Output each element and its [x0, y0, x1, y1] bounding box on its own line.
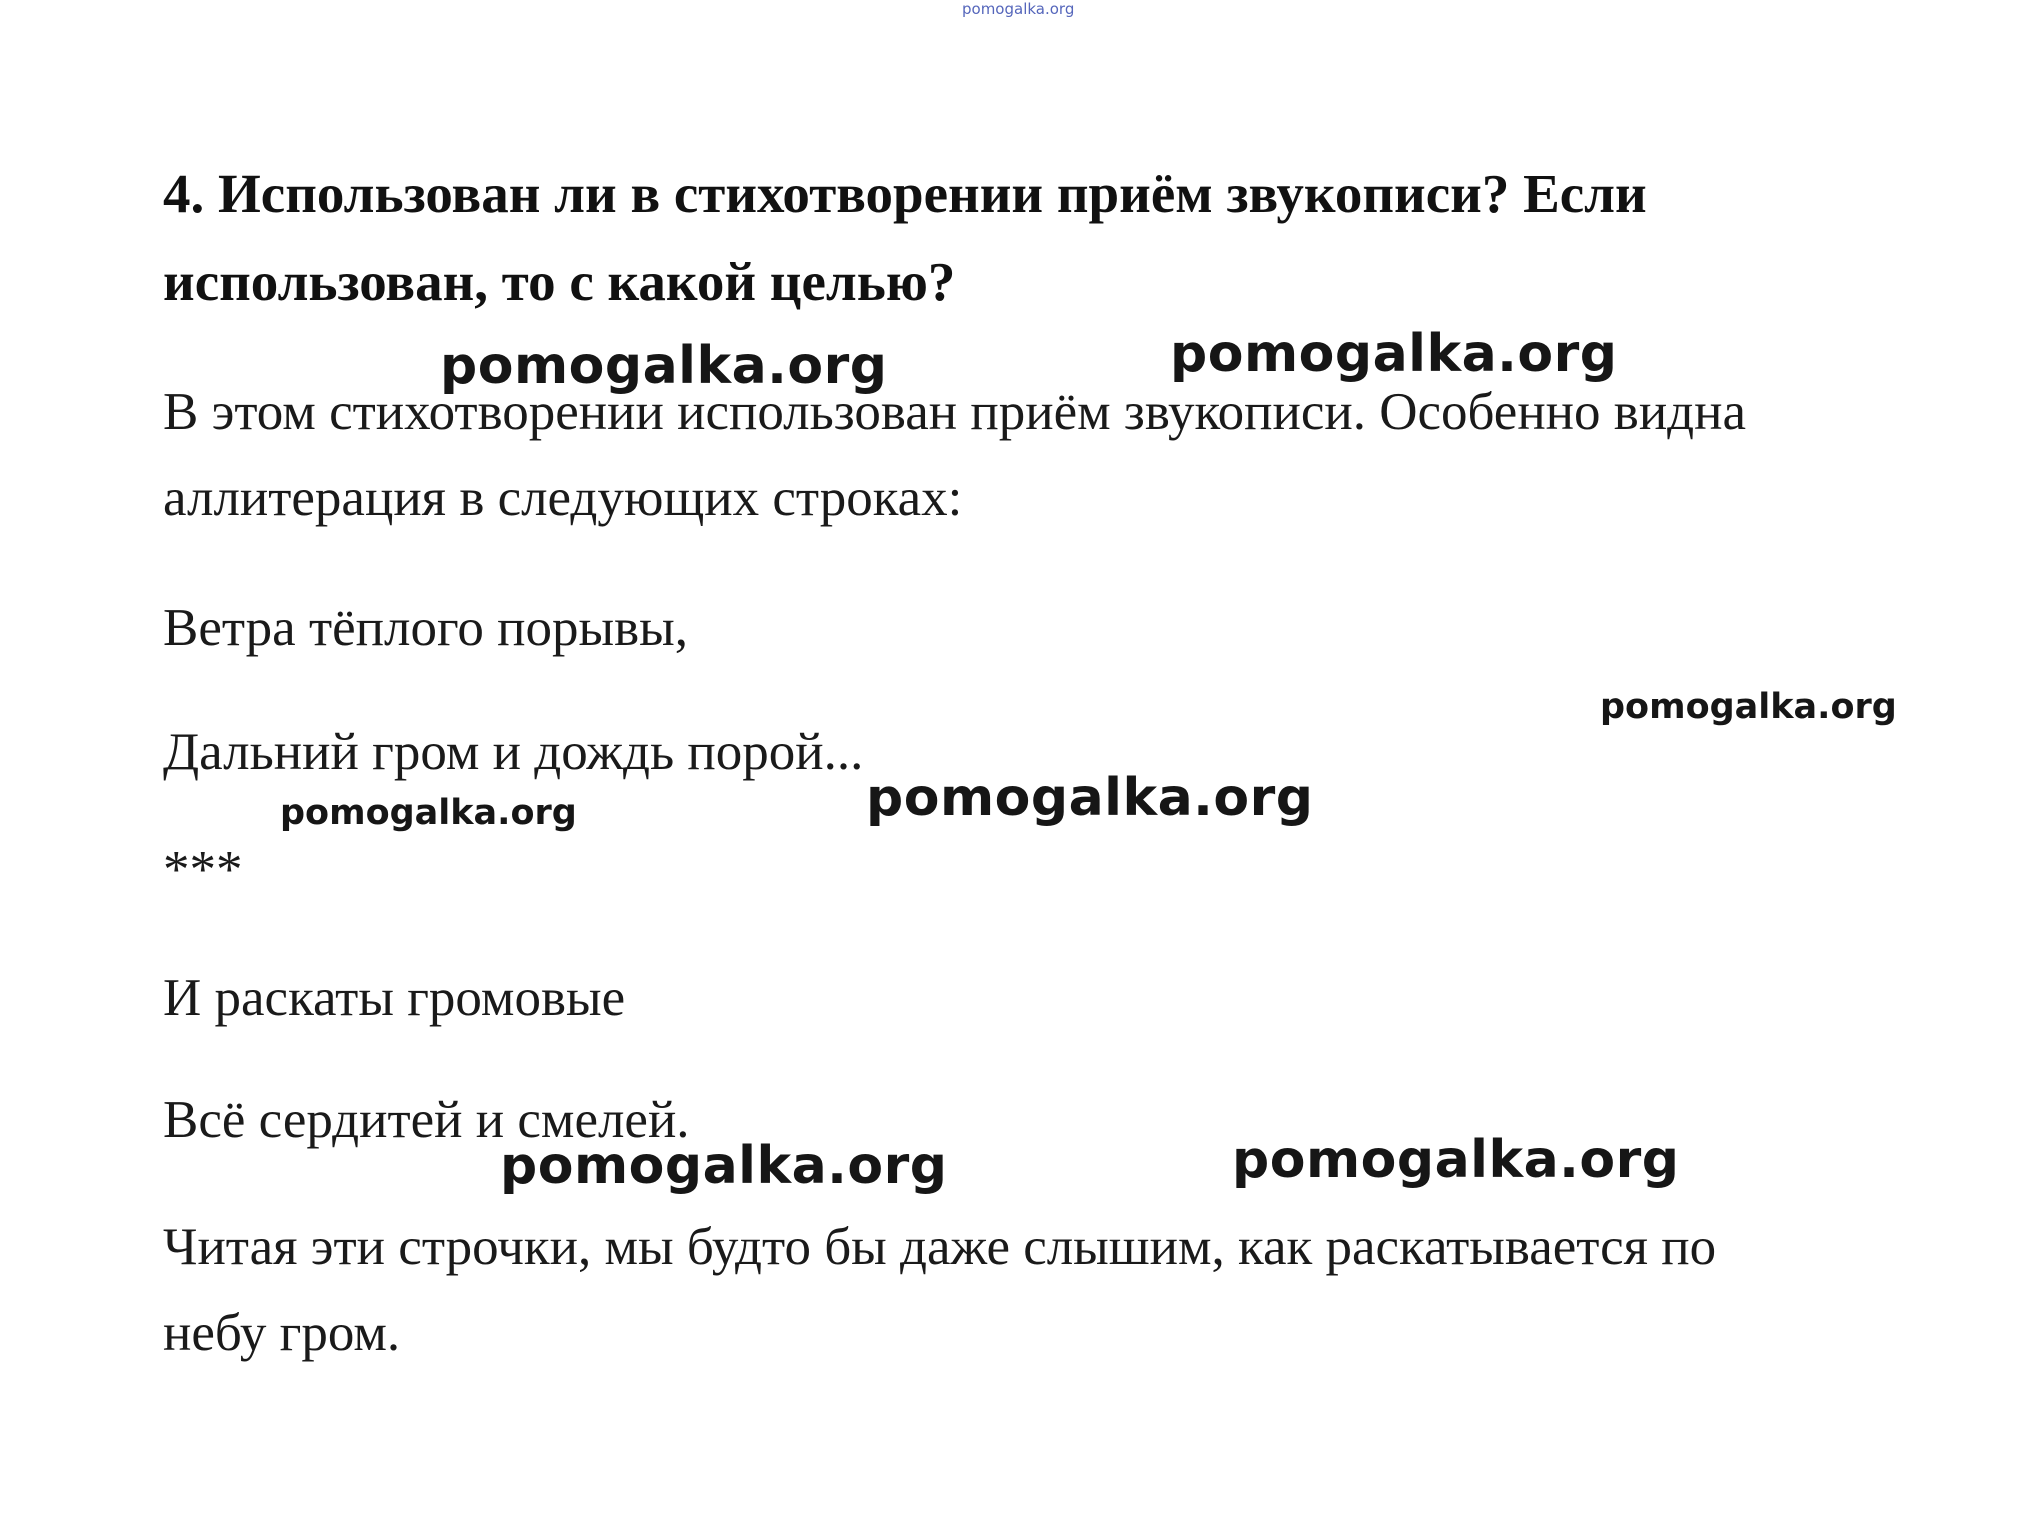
watermark: pomogalka.org	[1232, 1130, 1680, 1190]
watermark: pomogalka.org	[1600, 687, 1897, 727]
verse-line-4: Всё сердитей и смелей.	[163, 1091, 690, 1149]
watermark: pomogalka.org	[280, 793, 577, 833]
answer-intro-line-2: аллитерация в следующих строках:	[163, 469, 963, 527]
watermark: pomogalka.org	[500, 1136, 948, 1196]
top-watermark: pomogalka.org	[962, 0, 1075, 18]
verse-line-2: Дальний гром и дождь порой...	[163, 723, 864, 781]
watermark: pomogalka.org	[866, 768, 1314, 828]
watermark: pomogalka.org	[440, 336, 888, 396]
conclusion-line-1: Читая эти строчки, мы будто бы даже слышим, как раскатывается по	[163, 1218, 1717, 1276]
verse-separator: ***	[163, 841, 243, 899]
watermark: pomogalka.org	[1170, 324, 1618, 384]
question-heading: 4. Использован ли в стихотворении приём звукописи? Если использован, то с какой целью?	[163, 163, 1647, 312]
verse-line-1: Ветра тёплого порывы,	[163, 599, 688, 657]
answer-intro-line-1: В этом стихотворении использован приём звукописи. Особенно видна	[163, 383, 1747, 441]
verse-line-3: И раскаты громовые	[163, 969, 626, 1027]
conclusion-line-2: небу гром.	[163, 1304, 401, 1362]
